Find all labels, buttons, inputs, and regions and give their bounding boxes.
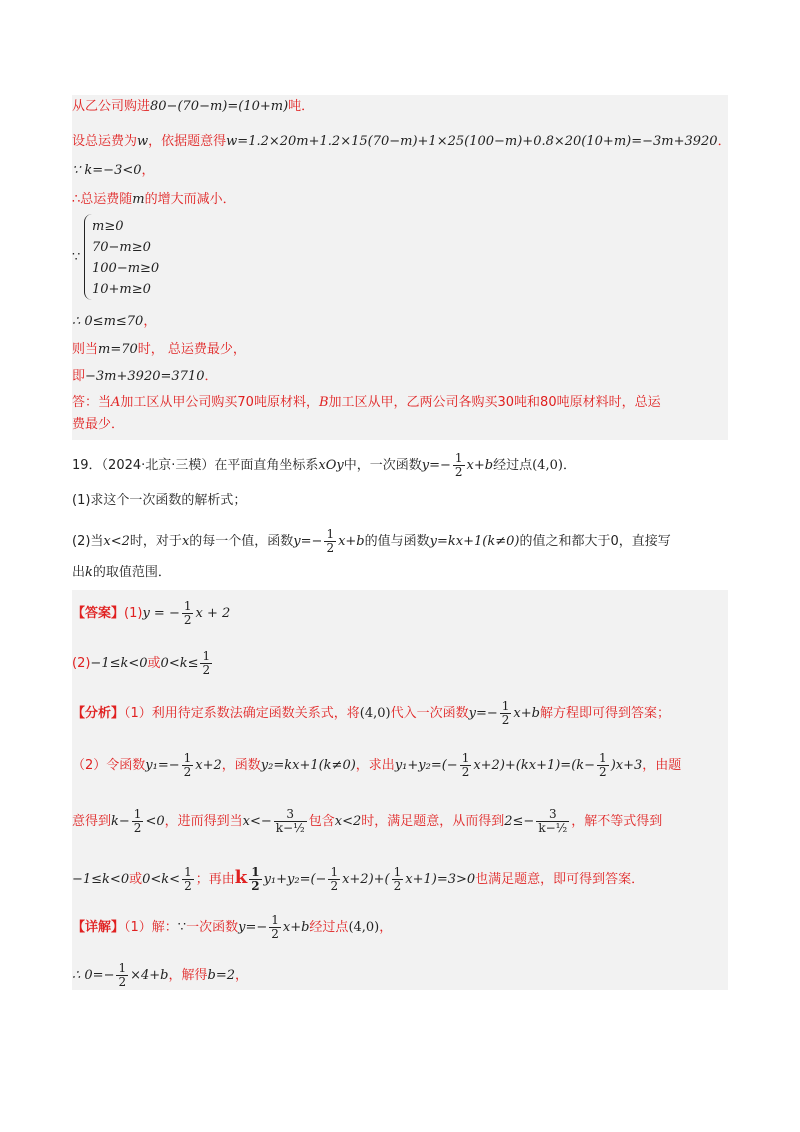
analysis-line-4: −1≤k<0或0<k< $\frac{1}{2}$ ；再由k $\frac{1}{2}$ y₁+y₂=(− $\frac{1}{2}$ x+2)+( $\frac{1}{2}$ x+1)=3>0也满足题意，即可得到答案． [72,865,645,893]
solution-line-min: 则当m=70时， 总运费最少， [72,342,246,357]
inequality-system [92,216,159,300]
solution-line-decrease: ∴总运费随m的增大而减小． [72,192,236,207]
analysis-line-3: 意得到k− $\frac{1}{2}$ <0，进而得到当x<− $\frac{3}{\text{k−½}}$ 包含x<2时，满足题意，从而得到2≤− $\frac{3}{\text{k−½}}$ ，解不等式得到 [72,807,663,835]
analysis-line-2: （2）令函数y₁=− $\frac{1}{2}$ x+2，函数y₂=kx+1(k≠0)，求出y₁+y₂=(− $\frac{1}{2}$ x+2)+(kx+1)=(k− $\frac{1}{2}$ )x+3，由题 [72,751,682,779]
question-part-2: (2)当x<2时，对于x的每一个值，函数y=− $\frac{1}{2}$ x+b的值与函数y=kx+1(k≠0)的值之和都大于0，直接写 [72,527,671,555]
solution-line-slope: ∵ k=−3<0， [72,163,155,178]
detail-line-2: ∴ 0=− $\frac{1}{2}$ ×4+b，解得b=2， [72,961,249,989]
answer-part-1: 【答案】(1)y = − $\frac{1}{2}$ x + 2 [72,599,231,627]
inequality-3: 100−m≥0 [92,261,160,276]
analysis-line-1: 【分析】（1）利用待定系数法确定函数关系式，将(4,0)代入一次函数y=− $\frac{1}{2}$ x+b解方程即可得到答案； [72,699,670,727]
inequality-4: 10+m≥0 [92,282,151,297]
solution-line-range: ∴ 0≤m≤70， [72,314,157,329]
solution-answer-line2: 费最少． [72,417,125,432]
solution-line-value: 即−3m+3920=3710． [72,369,218,384]
inequality-2: 70−m≥0 [92,240,151,255]
detail-line-1: 【详解】（1）解：∵一次函数y=− $\frac{1}{2}$ x+b经过点(4,0)， [72,913,393,941]
solution-line-cost: 设总运费为w，依据题意得w=1.2×20m+1.2×15(70−m)+1×25(100−m)+0.8×20(10+m)=−3m+3920． [72,134,731,149]
inequality-1: m≥0 [92,219,124,234]
question-19-title: 19．（2024·北京·三模）在平面直角坐标系xOy中，一次函数y=− $\frac{1}{2}$ x+b经过点(4,0)． [72,451,576,479]
solution-line-purchase: 从乙公司购进80−(70−m)=(10+m)吨． [72,99,315,114]
system-because: ∵ [72,250,81,265]
question-part-2-cont: 出k的取值范围． [72,565,171,580]
solution-answer-line1: 答：当A加工区从甲公司购买70吨原材料，B加工区从甲，乙两公司各购买30吨和80吨原材料时，总运 [72,395,661,410]
answer-part-2: (2)−1≤k<0或0<k≤ $\frac{1}{2}$ [72,649,211,677]
question-part-1: (1)求这个一次函数的解析式； [72,493,247,508]
